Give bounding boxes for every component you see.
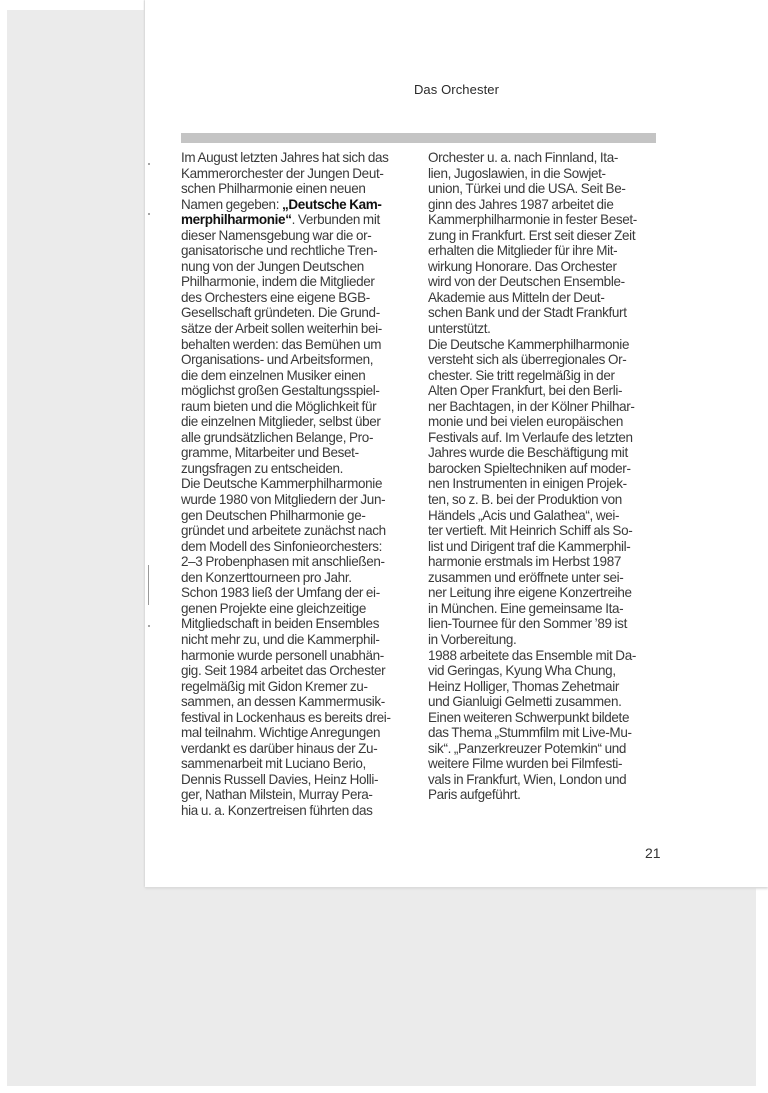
text-line xyxy=(181,197,429,213)
text-line: sätze der Arbeit sollen weiterhin bei- xyxy=(181,321,382,337)
text-line: list und Dirigent traf die Kammerphil- xyxy=(428,538,631,554)
text-line: dieser Namensgebung war die or- xyxy=(181,227,372,243)
margin-dot xyxy=(148,213,150,215)
text-line: wirkung Honorare. Das Orchester xyxy=(428,258,617,274)
text-line: Dennis Russell Davies, Heinz Holli- xyxy=(181,771,379,787)
text-line: monie und bei vielen europäischen xyxy=(428,414,623,430)
text-line: festival in Lockenhaus es bereits drei- xyxy=(181,709,391,725)
text-column-left xyxy=(181,150,431,819)
text-line: wird von der Deutschen Ensemble- xyxy=(428,274,625,290)
running-head: Das Orchester xyxy=(413,82,500,97)
text-line: das Thema „Stummfilm mit Live-Mu- xyxy=(428,725,632,741)
text-line: und Gianluigi Gelmetti zusammen. xyxy=(428,694,622,710)
text-line: barocken Spieltechniken auf moder- xyxy=(428,460,631,476)
text-line: gen Deutschen Philharmonie ge- xyxy=(181,507,366,523)
margin-dot xyxy=(148,625,150,627)
header-rule xyxy=(181,133,656,143)
text-line: lien-Tournee für den Sommer ’89 ist xyxy=(428,616,627,632)
text-line: gig. Seit 1984 arbeitet das Orchester xyxy=(181,663,386,679)
text-line: Kammerphilharmonie in fester Beset- xyxy=(428,212,637,228)
text-line: nicht mehr zu, und die Kammerphil- xyxy=(181,631,380,647)
text-line: Philharmonie, indem die Mitglieder xyxy=(181,274,375,290)
text-line: ner Leitung ihre eigene Konzertreihe xyxy=(428,585,632,601)
text-line: sik“. „Panzerkreuzer Potemkin“ und xyxy=(428,740,627,756)
text-line: Die Deutsche Kammerphilharmonie xyxy=(428,336,630,352)
closing-quote: “ xyxy=(285,212,292,228)
text-line: erhalten die Mitglieder für ihre Mit- xyxy=(428,243,618,259)
text-line: ner Bachtagen, in der Kölner Philhar- xyxy=(428,398,635,414)
text-line: ganisatorische und rechtliche Tren- xyxy=(181,243,378,259)
text-line: verdankt es darüber hinaus der Zu- xyxy=(181,740,378,756)
margin-dot xyxy=(148,163,150,165)
text-line: alle grundsätzlichen Belange, Pro- xyxy=(181,429,374,445)
text-line: raum bieten und die Möglichkeit für xyxy=(181,398,377,414)
text-line: gründet und arbeitete zunächst nach xyxy=(181,523,386,539)
text-line: ter vertieft. Mit Heinrich Schiff als So- xyxy=(428,523,633,539)
text-line: sammen, an dessen Kammermusik- xyxy=(181,694,385,710)
text-line: Schon 1983 ließ der Umfang der ei- xyxy=(181,585,380,601)
ensemble-name-bold: merphilharmonie xyxy=(181,212,286,228)
text-line: die dem einzelnen Musiker einen xyxy=(181,367,366,383)
text-line: vals in Frankfurt, Wien, London und xyxy=(428,771,627,787)
text-line: weitere Filme wurden bei Filmfesti- xyxy=(428,756,623,772)
text-line: genen Projekte eine gleichzeitige xyxy=(181,600,366,616)
text-line: unterstützt. xyxy=(428,321,491,337)
text-line: in München. Eine gemeinsame Ita- xyxy=(428,600,624,616)
text-line: Organisations- und Arbeitsformen, xyxy=(181,352,374,368)
text-line: ten, so z. B. bei der Produktion von xyxy=(428,492,622,508)
text-line: zung in Frankfurt. Erst seit dieser Zeit xyxy=(428,227,636,243)
text-line: lien, Jugoslawien, in die Sowjet- xyxy=(428,165,606,181)
text-line: regelmäßig mit Gidon Kremer zu- xyxy=(181,678,368,694)
text-line: in Vorbereitung. xyxy=(428,631,517,647)
text-line: zusammen und eröffnete unter sei- xyxy=(428,569,624,585)
text-line: Einen weiteren Schwerpunkt bildete xyxy=(428,709,630,725)
text-line: vid Geringas, Kyung Wha Chung, xyxy=(428,663,616,679)
text-line: Alten Oper Frankfurt, bei den Berli- xyxy=(428,383,623,399)
document-page xyxy=(145,0,768,887)
text-line: nung von der Jungen Deutschen xyxy=(181,258,364,274)
text-line: harmonie wurde personell unabhän- xyxy=(181,647,384,663)
text-line: 1988 arbeitete das Ensemble mit Da- xyxy=(428,647,636,663)
text-line: Im August letzten Jahres hat sich das xyxy=(181,150,389,165)
text-line: wurde 1980 von Mitgliedern der Jun- xyxy=(181,492,386,508)
text-line: möglichst großen Gestaltungsspiel- xyxy=(181,383,380,399)
text-line: sammenarbeit mit Luciano Berio, xyxy=(181,756,366,772)
text-line: harmonie erstmals im Herbst 1987 xyxy=(428,554,622,570)
text-run: Namen gegeben: xyxy=(181,196,283,212)
text-line: Orchester u. a. nach Finnland, Ita- xyxy=(428,150,618,165)
text-line: ger, Nathan Milstein, Murray Pera- xyxy=(181,787,373,803)
text-line: chester. Sie tritt regelmäßig in der xyxy=(428,367,615,383)
text-line: Gesellschaft gründeten. Die Grund- xyxy=(181,305,380,321)
text-line: gramme, Mitarbeiter und Beset- xyxy=(181,445,359,461)
text-line: schen Philharmonie einen neuen xyxy=(181,181,366,197)
text-line: versteht sich als überregionales Or- xyxy=(428,352,627,368)
text-line: union, Türkei und die USA. Seit Be- xyxy=(428,181,626,197)
text-line: 2–3 Probenphasen mit anschließen- xyxy=(181,554,385,570)
text-line: behalten werden: das Bemühen um xyxy=(181,336,382,352)
ensemble-name-bold: „Deutsche Kam- xyxy=(282,196,382,212)
text-line: nen Instrumenten in einigen Projek- xyxy=(428,476,627,492)
page-number: 21 xyxy=(645,845,661,861)
text-line: Die Deutsche Kammerphilharmonie xyxy=(181,476,383,492)
text-column-right xyxy=(428,150,678,803)
text-line: Mitgliedschaft in beiden Ensembles xyxy=(181,616,380,632)
text-line: zungsfragen zu entscheiden. xyxy=(181,460,344,476)
text-line: Kammerorchester der Jungen Deut- xyxy=(181,165,384,181)
text-line: Akademie aus Mitteln der Deut- xyxy=(428,289,605,305)
text-line: ginn des Jahres 1987 arbeitet die xyxy=(428,196,614,212)
text-line: Händels „Acis und Galathea“, wei- xyxy=(428,507,620,523)
text-line: die einzelnen Mitglieder, selbst über xyxy=(181,414,381,430)
text-line: dem Modell des Sinfonieorchesters: xyxy=(181,538,383,554)
scan-background-bottom xyxy=(7,887,756,1086)
text-line: Festivals auf. Im Verlaufe des letzten xyxy=(428,429,633,445)
text-line: hia u. a. Konzertreisen führten das xyxy=(181,802,373,818)
text-line: den Konzerttourneen pro Jahr. xyxy=(181,569,352,585)
text-line: Paris aufgeführt. xyxy=(428,787,521,803)
text-line: mal teilnahm. Wichtige Anregungen xyxy=(181,725,381,741)
text-line: Jahres wurde die Beschäftigung mit xyxy=(428,445,628,461)
text-line: des Orchesters eine eigene BGB- xyxy=(181,289,370,305)
text-line: Heinz Holliger, Thomas Zehetmair xyxy=(428,678,620,694)
text-run: . Verbunden mit xyxy=(291,212,380,228)
margin-mark xyxy=(148,565,149,605)
text-line: schen Bank und der Stadt Frankfurt xyxy=(428,305,627,321)
text-line xyxy=(181,212,429,228)
